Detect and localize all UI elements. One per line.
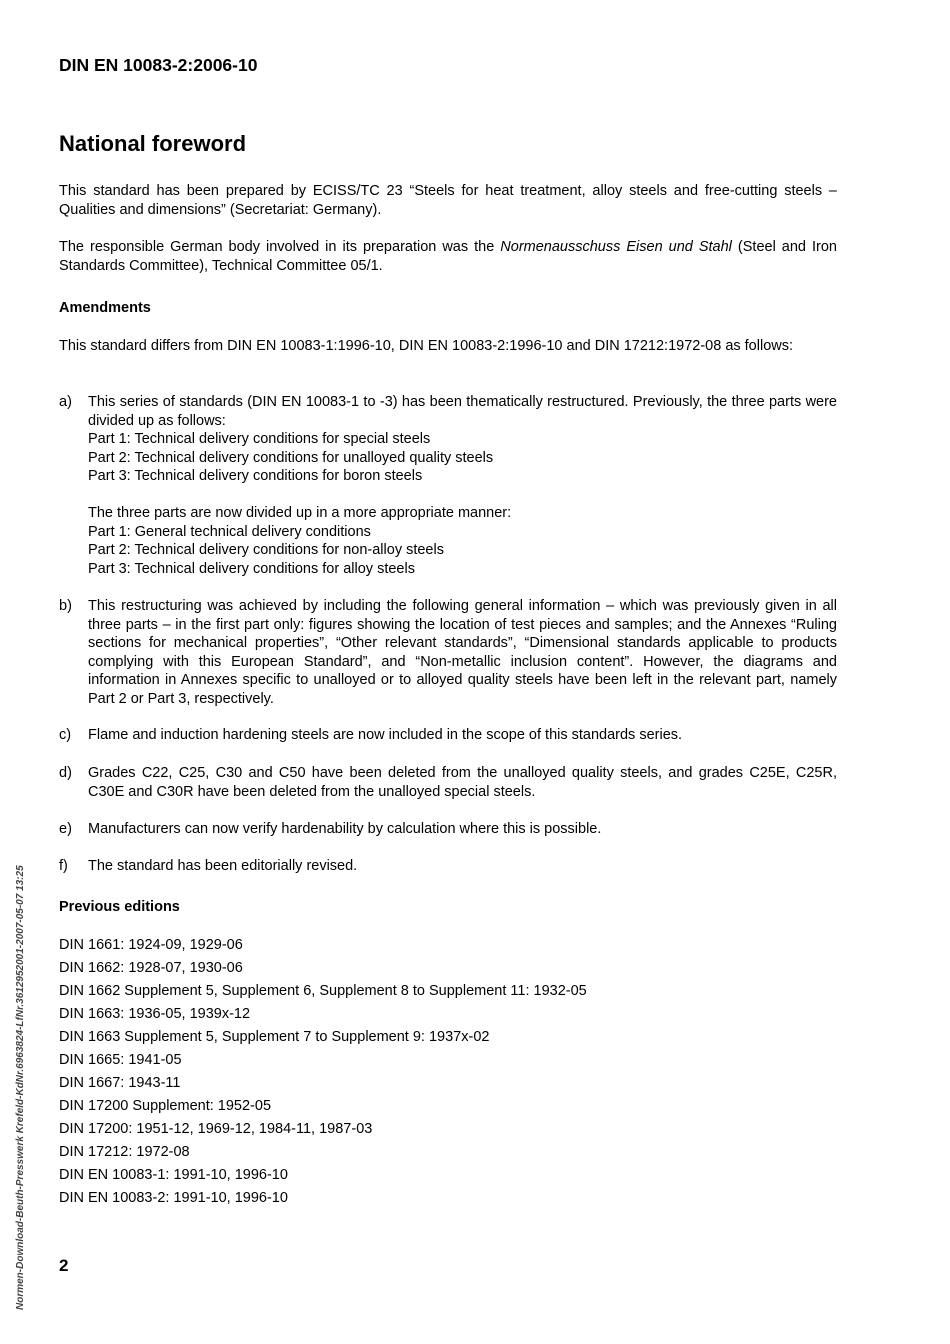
edition-item: DIN 1661: 1924-09, 1929-06 bbox=[59, 937, 243, 953]
edition-item: DIN 17212: 1972-08 bbox=[59, 1144, 190, 1160]
item-marker: f) bbox=[59, 858, 68, 874]
intro-paragraph-2: The responsible German body involved in its preparation was the Normenausschuss Eisen und Stahl (Steel and Iron Standards Committee), Technical Committee 05/1. bbox=[59, 239, 837, 274]
amendments-intro: This standard differs from DIN EN 10083-1:1996-10, DIN EN 10083-2:1996-10 and DIN 17212:1972-08 as follows: bbox=[59, 338, 794, 354]
old-part-1: Part 1: Technical delivery conditions for special steels bbox=[88, 431, 431, 447]
edition-item: DIN 17200 Supplement: 1952-05 bbox=[59, 1098, 272, 1114]
item-marker: e) bbox=[59, 821, 72, 837]
amendment-item-d bbox=[59, 764, 837, 801]
edition-item: DIN 1667: 1943-11 bbox=[59, 1075, 181, 1091]
document-id: DIN EN 10083-2:2006-10 bbox=[59, 55, 258, 75]
item-text-2: The three parts are now divided up in a more appropriate manner: bbox=[88, 505, 512, 521]
edition-item: DIN 1662 Supplement 5, Supplement 6, Supplement 8 to Supplement 11: 1932-05 bbox=[59, 983, 587, 999]
amendment-item-b bbox=[59, 597, 837, 708]
old-part-3: Part 3: Technical delivery conditions for boron steels bbox=[88, 468, 423, 484]
item-text: This series of standards (DIN EN 10083-1 to -3) has been thematically restructured. Previously, the three parts were divided up as follows: bbox=[88, 394, 837, 429]
amendment-item-a bbox=[59, 393, 837, 578]
previous-editions-heading: Previous editions bbox=[59, 899, 180, 915]
edition-item: DIN EN 10083-1: 1991-10, 1996-10 bbox=[59, 1167, 288, 1183]
edition-item: DIN 1663 Supplement 5, Supplement 7 to Supplement 9: 1937x-02 bbox=[59, 1029, 490, 1045]
edition-item: DIN 1663: 1936-05, 1939x-12 bbox=[59, 1006, 251, 1022]
item-marker: b) bbox=[59, 598, 72, 614]
item-text: Grades C22, C25, C30 and C50 have been deleted from the unalloyed quality steels, and grades C25E, C25R, C30E and C30R have been deleted from the unalloyed special steels. bbox=[88, 765, 837, 800]
item-marker: c) bbox=[59, 727, 72, 743]
intro-paragraph-1: This standard has been prepared by ECISS/TC 23 “Steels for heat treatment, alloy steels and free-cutting steels – Qualities and dimensions” (Secretariat: Germany). bbox=[59, 183, 837, 218]
item-text: Manufacturers can now verify hardenability by calculation where this is possible. bbox=[88, 821, 602, 837]
edition-item: DIN 1665: 1941-05 bbox=[59, 1052, 182, 1068]
page-number: 2 bbox=[59, 1256, 69, 1275]
edition-item: DIN 1662: 1928-07, 1930-06 bbox=[59, 960, 243, 976]
item-marker: d) bbox=[59, 765, 72, 781]
section-title: National foreword bbox=[59, 131, 247, 156]
new-part-1: Part 1: General technical delivery conditions bbox=[88, 523, 371, 540]
item-text: The standard has been editorially revised. bbox=[88, 858, 358, 874]
item-text: This restructuring was achieved by including the following general information – which was previously given in all three parts – in the first part only: figures showing the location of test pieces and samples; and the Annexes “Ruling sections for mechanical properties”, “Other relevant standards”, “Dimensional standards applicable to products complying with this European Standard”, and “Non-metallic inclusion content”. However, the diagrams and information in Annexes specific to unalloyed or to alloyed quality steels have been left in the relevant part, namely Part 2 or Part 3, respectively. bbox=[88, 598, 837, 707]
old-part-2: Part 2: Technical delivery conditions for unalloyed quality steels bbox=[88, 449, 494, 466]
item-text: Flame and induction hardening steels are now included in the scope of this standards series. bbox=[88, 727, 683, 743]
edition-item: DIN 17200: 1951-12, 1969-12, 1984-11, 1987-03 bbox=[59, 1121, 373, 1137]
item-marker: a) bbox=[59, 394, 72, 410]
new-part-3: Part 3: Technical delivery conditions for alloy steels bbox=[88, 560, 415, 577]
amendment-item-f bbox=[59, 857, 837, 876]
previous-editions-list bbox=[59, 936, 587, 1212]
amendments-heading: Amendments bbox=[59, 300, 151, 316]
download-watermark: Normen-Download-Beuth-Presswerk Krefeld-KdNr.6963824-LfNr.3612952001-2007-05-07 13:25 bbox=[15, 865, 26, 1310]
edition-item: DIN EN 10083-2: 1991-10, 1996-10 bbox=[59, 1190, 288, 1206]
new-part-2: Part 2: Technical delivery conditions for non-alloy steels bbox=[88, 542, 444, 558]
amendment-item-c bbox=[59, 726, 837, 745]
amendment-item-e bbox=[59, 820, 837, 839]
